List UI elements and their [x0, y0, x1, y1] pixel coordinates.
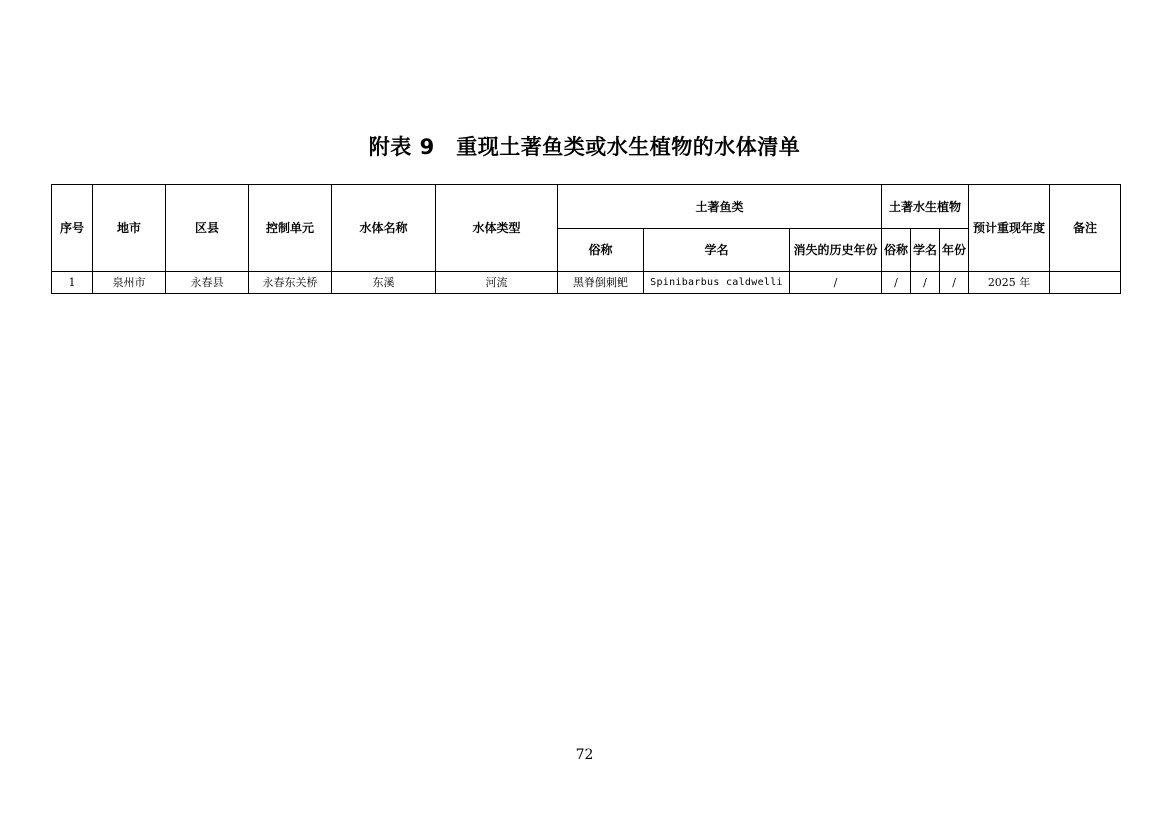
cell-plant-common-name: / — [882, 272, 911, 294]
header-fish-scientific-name: 学名 — [644, 229, 790, 272]
cell-fish-lost-year: / — [790, 272, 882, 294]
header-seq: 序号 — [52, 185, 93, 272]
cell-note — [1050, 272, 1121, 294]
water-body-table — [51, 184, 1121, 294]
cell-city: 泉州市 — [93, 272, 166, 294]
header-native-plants: 土著水生植物 — [882, 185, 969, 229]
header-city: 地市 — [93, 185, 166, 272]
cell-plant-scientific-name: / — [911, 272, 940, 294]
header-note: 备注 — [1050, 185, 1121, 272]
cell-control-unit: 永春东关桥 — [249, 272, 332, 294]
cell-expected-year: 2025 年 — [969, 272, 1050, 294]
header-plant-common-name: 俗称 — [882, 229, 911, 272]
header-plant-year: 年份 — [940, 229, 969, 272]
header-fish-common-name: 俗称 — [558, 229, 644, 272]
cell-plant-year: / — [940, 272, 969, 294]
header-fish-lost-year: 消失的历史年份 — [790, 229, 882, 272]
header-water-type: 水体类型 — [436, 185, 558, 272]
cell-fish-scientific-name: Spinibarbus caldwelli — [644, 272, 790, 294]
header-plant-scientific-name: 学名 — [911, 229, 940, 272]
header-county: 区县 — [166, 185, 249, 272]
cell-county: 永春县 — [166, 272, 249, 294]
header-expected-year: 预计重现年度 — [969, 185, 1050, 272]
document-title: 附表 9 重现土著鱼类或水生植物的水体清单 — [368, 135, 801, 159]
cell-seq: 1 — [52, 272, 93, 294]
header-control-unit: 控制单元 — [249, 185, 332, 272]
header-native-fish: 土著鱼类 — [558, 185, 882, 229]
cell-water-type: 河流 — [436, 272, 558, 294]
cell-fish-common-name: 黑脊倒刺鲃 — [558, 272, 644, 294]
header-water-name: 水体名称 — [332, 185, 436, 272]
cell-water-name: 东溪 — [332, 272, 436, 294]
table-row — [52, 272, 1121, 294]
page-number: 72 — [575, 747, 594, 763]
